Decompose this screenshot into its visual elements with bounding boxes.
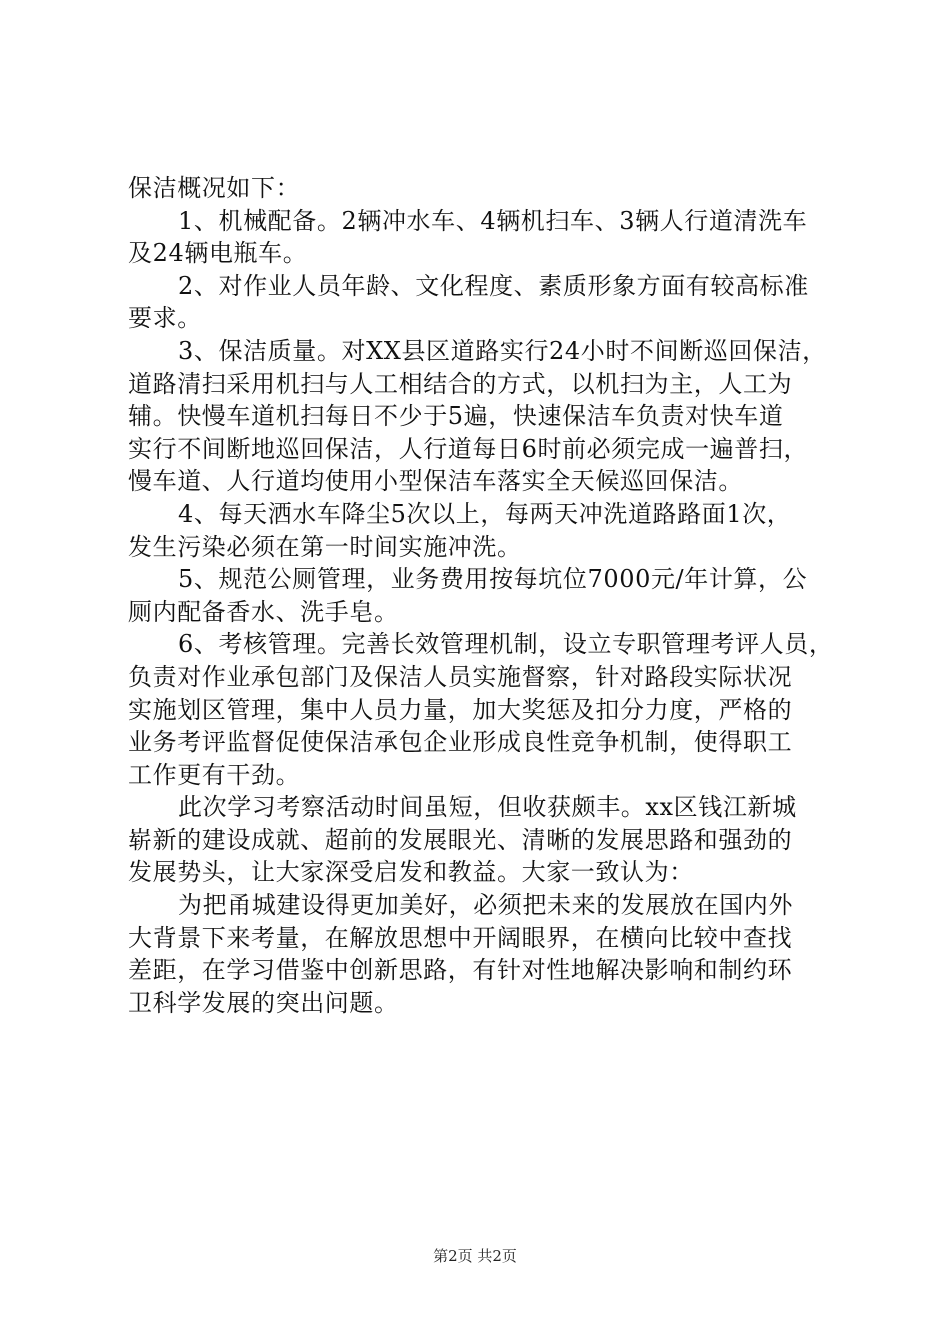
text-line: 崭新的建设成就、超前的发展眼光、清晰的发展思路和强劲的: [128, 825, 793, 854]
text-line: 道路清扫采用机扫与人工相结合的方式，以机扫为主，人工为: [128, 369, 793, 398]
text-line: 业务考评监督促使保洁承包企业形成良性竞争机制，使得职工: [128, 728, 793, 757]
text-line: 慢车道、人行道均使用小型保洁车落实全天候巡回保洁。: [128, 467, 743, 496]
text-line: 5、规范公厕管理，业务费用按每坑位7000元/年计算，公: [178, 565, 808, 594]
text-line: 及24辆电瓶车。: [128, 239, 308, 268]
text-line: 厕内配备香水、洗手皂。: [128, 597, 399, 626]
text-line: 保洁概况如下：: [128, 174, 301, 202]
text-line: 2、对作业人员年龄、文化程度、素质形象方面有较高标准: [178, 271, 809, 300]
text-line: 此次学习考察活动时间虽短，但收获颇丰。xx区钱江新城: [178, 793, 797, 822]
page-footer: [0, 1246, 950, 1266]
text-line: 要求。: [128, 304, 202, 333]
document-body: [128, 172, 834, 1019]
text-line: 卫科学发展的突出问题。: [128, 988, 399, 1017]
text-line: 发展势头，让大家深受启发和教益。大家一致认为：: [128, 858, 694, 887]
text-line: 差距，在学习借鉴中创新思路，有针对性地解决影响和制约环: [128, 956, 793, 985]
text-line: 4、每天洒水车降尘5次以上，每两天冲洗道路路面1次，: [178, 499, 792, 528]
text-line: 辅。快慢车道机扫每日不少于5遍，快速保洁车负责对快车道: [128, 402, 784, 431]
text-line: 为把甬城建设得更加美好，必须把未来的发展放在国内外: [178, 891, 793, 920]
text-line: 大背景下来考量，在解放思想中开阔眼界，在横向比较中查找: [128, 923, 793, 952]
text-line: 负责对作业承包部门及保洁人员实施督察，针对路段实际状况: [128, 662, 793, 691]
text-line: 3、保洁质量。对XX县区道路实行24小时不间断巡回保洁，: [178, 336, 827, 365]
page-number-label: 第2页 共2页: [433, 1247, 517, 1265]
text-line: 实行不间断地巡回保洁，人行道每日6时前必须完成一遍普扫，: [128, 434, 809, 463]
text-line: 6、考核管理。完善长效管理机制，设立专职管理考评人员，: [178, 630, 834, 659]
text-line: 1、机械配备。2辆冲水车、4辆机扫车、3辆人行道清洗车: [178, 206, 808, 235]
text-line: 发生污染必须在第一时间实施冲洗。: [128, 532, 522, 561]
text-line: 实施划区管理，集中人员力量，加大奖惩及扣分力度，严格的: [128, 695, 793, 724]
text-line: 工作更有干劲。: [128, 760, 301, 789]
